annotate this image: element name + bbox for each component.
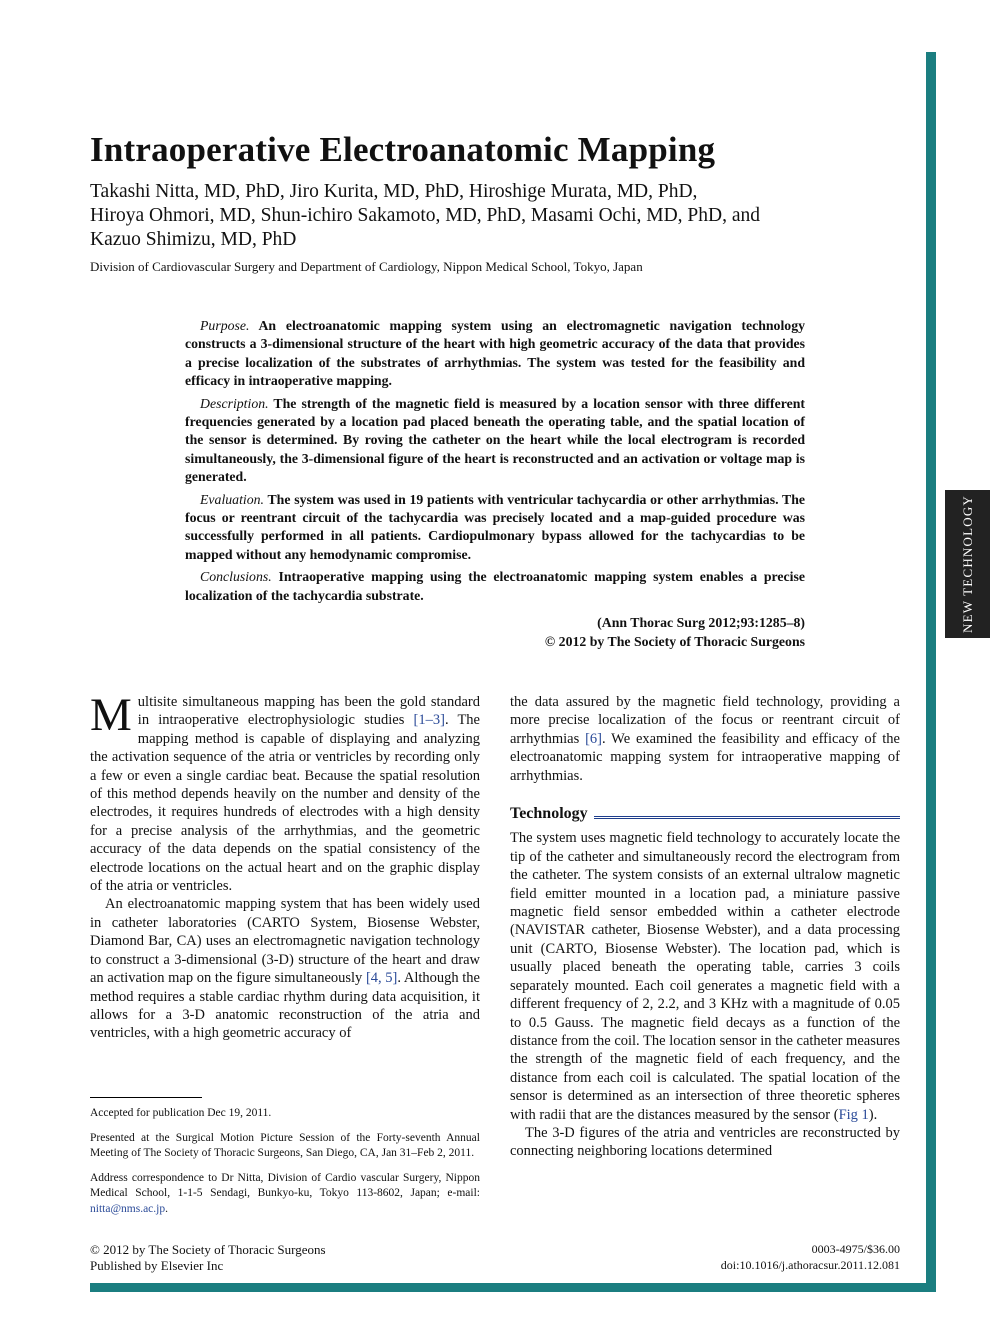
section-title: Technology: [510, 805, 588, 823]
address-text: .: [165, 1202, 168, 1215]
abstract-purpose: [185, 317, 805, 391]
author-line: Hiroya Ohmori, MD, Shun-ichiro Sakamoto, MD, PhD, Masami Ochi, MD, PhD, and: [90, 205, 760, 226]
evaluation-text: The system was used in 19 patients with ventricular tachycardia or other arrhythmias. The focus or reentrant circuit of the tachycardia was precisely located and a map-guided procedure was successfully performed in all patients. Cardiopulmonary bypass allowed for the tachycardias to be mapped without any hemodynamic compromise.: [185, 491, 805, 562]
copyright-line: © 2012 by The Society of Thoracic Surgeons: [544, 634, 805, 650]
body-text: The system uses magnetic field technology to accurately locate the tip of the catheter and simultaneously record the electrogram from the catheter. The system consists of an external ultralow magnetic field emitter mounted in a location pad, a miniature passive magnetic field sensor embedded within a catheter electrode (NAVISTAR catheter, Biosense Webster), and a data processing unit (CARTO, Biosense Webster). The location pad, which is usually placed beneath the operating table, carries 3 coils separately mounted. Each coil generates a magnetic field with a different frequency of 2, 2.2, and 3 KHz with a magnitude of 0.05 to 0.5 Gauss. The magnetic field decays as a function of the distance from the coil. The location sensor in the catheter measures the strength of the magnetic field of each frequency, and the distance from each coil is calculated. The spatial location of the sensor is determined as an intersection of three theoretic spheres with radii that are the distances measured by the sensor (: [510, 830, 900, 1123]
body-text: An electroanatomic mapping system that has been widely used in catheter laboratories (CARTO System, Biosense Webster, Diamond Bar, CA) uses an electromagnetic navigation technology to construct a 3-dimensional (3-D) structure of the heart and draw an activation map on the figure simultaneously: [90, 896, 480, 987]
conclusions-heading: Conclusions.: [200, 569, 272, 585]
section-side-tab: [945, 490, 990, 638]
body-text: . Although the method requires a stable cardiac rhythm during data acquisition, it allows for a 3-D anatomic reconstruction of the atria and ventricles, with a high geometric accuracy of: [90, 970, 480, 1042]
footer-doi: doi:10.1016/j.athoracsur.2011.12.081: [720, 1257, 900, 1272]
section-heading: [510, 805, 900, 823]
description-heading: Description.: [200, 395, 269, 411]
body-text: ).: [868, 1106, 878, 1123]
body-text: . We examined the feasibility and efficacy of the electroanatomic mapping system for intraoperative mapping of arrhythmias.: [510, 730, 900, 784]
description-text: The strength of the magnetic field is measured by a location sensor with three different frequencies generated by a location pad placed beneath the operating table, and the spatial location of the sensor is determined. By roving the catheter on the heart while the local electrogram is recorded simultaneously, the 3-dimensional figure of the heart is reconstructed and an activation or voltage map is generated.: [185, 395, 806, 485]
abstract: [185, 317, 805, 651]
body-column-right: [510, 693, 900, 1161]
citation-line: (Ann Thorac Surg 2012;93:1285–8): [597, 615, 805, 631]
author-line: Takashi Nitta, MD, PhD, Jiro Kurita, MD, PhD, Hiroshige Murata, MD, PhD,: [90, 181, 698, 202]
email-link[interactable]: nitta@nms.ac.jp: [90, 1202, 166, 1215]
abstract-evaluation: [185, 491, 805, 565]
purpose-heading: Purpose.: [200, 318, 250, 333]
abstract-conclusions: [185, 568, 805, 605]
body-paragraph: The 3-D figures of the atria and ventricles are reconstructed by connecting neighboring locations determined: [510, 1124, 900, 1160]
accent-bar-bottom: [90, 1283, 936, 1292]
section-rule: [594, 816, 900, 819]
body-paragraph: [90, 895, 480, 1042]
journal-citation: [185, 613, 805, 651]
evaluation-heading: Evaluation.: [200, 491, 264, 507]
body-paragraph: [510, 829, 900, 1124]
affiliation: Division of Cardiovascular Surgery and Department of Cardiology, Nippon Medical School, Tokyo, Japan: [90, 259, 643, 274]
abstract-description: [185, 395, 805, 487]
footnote-accepted: Accepted for publication Dec 19, 2011.: [90, 1107, 272, 1119]
footer-publisher: Published by Elsevier Inc: [90, 1257, 224, 1273]
footnote-address: [90, 1171, 480, 1218]
author-line: Kazuo Shimizu, MD, PhD: [90, 229, 297, 250]
reference-link[interactable]: [1–3]: [413, 712, 445, 729]
author-list: [90, 180, 890, 252]
footnote-presented: Presented at the Surgical Motion Picture Session of the Forty-seventh Annual Meeting of The Society of Thoracic Surgeons, San Diego, CA, Jan 31–Feb 2, 2011.: [90, 1131, 480, 1159]
conclusions-text: Intraoperative mapping using the electroanatomic mapping system enables a precise localization of the tachycardia substrate.: [185, 569, 805, 603]
footnotes: [90, 1106, 480, 1226]
purpose-text: An electroanatomic mapping system using an electromagnetic navigation technology constructs a 3-dimensional structure of the heart with high geometric accuracy of the data that provides a precise localization of the substrates of arrhythmias. The system was tested for the feasibility and efficacy in intraoperative mapping.: [185, 318, 805, 389]
reference-link[interactable]: [4, 5]: [365, 970, 398, 987]
figure-link[interactable]: Fig 1: [838, 1106, 869, 1123]
footer-issn: 0003-4975/$36.00: [811, 1242, 900, 1256]
body-column-left: [90, 689, 480, 1043]
body-text: the data assured by the magnetic field technology, providing a more precise localization of the focus or reentrant circuit of arrhythmias: [510, 694, 900, 747]
body-paragraph: [510, 693, 900, 785]
footer-left: [90, 1242, 326, 1273]
article-title: Intraoperative Electroanatomic Mapping: [90, 130, 716, 169]
address-text: Address correspondence to Dr Nitta, Division of Cardio vascular Surgery, Nippon Medical School, 1-1-5 Sendagi, Bunkyo-ku, Tokyo 113-8602, Japan; e-mail:: [90, 1171, 480, 1199]
accent-bar-right: [926, 52, 936, 1292]
drop-cap: M: [90, 689, 132, 741]
body-text: . The mapping method is capable of displaying and analyzing the activation sequence of the atria or ventricles by recording only a few or even a single cardiac beat. Because the spatial resolution of this method depends heavily on the number and density of the electrodes, it requires hundreds of electrodes with a high density for a precise analysis of the arrhythmias, and the geometric accuracy of the data depends on the spatial consistency of the electrode locations on the actual heart and on the graphic display of the atria or ventricles.: [90, 712, 480, 895]
footnote-divider: [90, 1097, 202, 1098]
footer-copyright: © 2012 by The Society of Thoracic Surgeons: [90, 1242, 326, 1257]
side-tab-label: NEW TECHNOLOGY: [959, 494, 975, 634]
body-text: ultisite simultaneous mapping has been the gold standard in intraoperative electrophysiologic studies: [137, 694, 480, 729]
reference-link[interactable]: [6]: [585, 730, 602, 747]
footer-right: [721, 1242, 900, 1273]
body-paragraph: [90, 689, 480, 895]
